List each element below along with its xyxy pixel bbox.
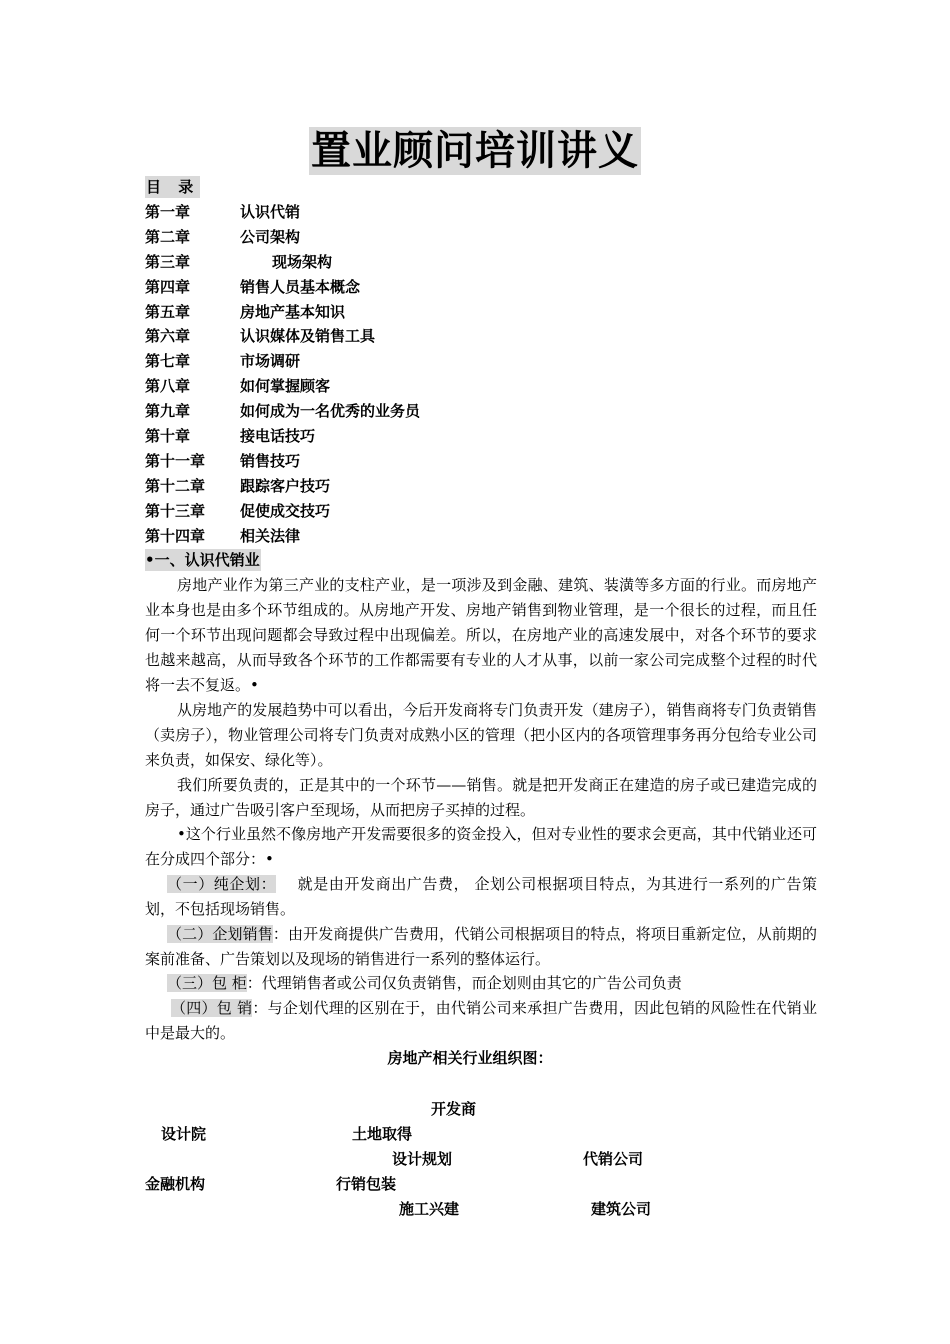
org-node-design-planning: 设计规划 [392,1150,453,1168]
toc-chapter: 第四章 [145,277,191,296]
toc-chapter-name: 销售人员基本概念 [240,277,361,296]
toc-chapter: 第六章 [145,327,191,346]
toc-chapter: 第十章 [145,427,191,446]
toc-chapter-name: 认识媒体及销售工具 [240,327,376,346]
category-item [145,971,817,996]
category-label: （一）纯企划： [167,875,277,893]
toc-item [145,499,845,524]
paragraph: 从房地产的发展趋势中可以看出，今后开发商将专门负责开发（建房子），销售商将专门负责销售（卖房子），物业管理公司将专门负责对成熟小区的管理（把小区内的各项管理事务再分包给专业公司来负责，如保安、绿化等）。 [145,701,817,769]
toc-chapter: 第十三章 [145,501,206,520]
org-node-construction: 施工兴建 [399,1200,460,1218]
toc-item [145,424,845,449]
toc-item [145,225,845,250]
toc-chapter: 第八章 [145,377,191,396]
toc-item [145,374,845,399]
toc-chapter-name: 房地产基本知识 [240,302,346,321]
toc-chapter-name: 认识代销 [240,203,301,221]
category-text: 就是由开发商出广告费， 企划公司根据项目特点，为其进行一系列的广告策划，不包括现场销售。 [145,875,817,918]
toc-chapter-name: 销售技巧 [240,451,301,470]
category-item [145,872,817,922]
org-node-builder: 建筑公司 [591,1200,652,1218]
toc-chapter-name: 如何掌握顾客 [240,377,331,396]
toc-item [145,275,845,300]
toc-chapter-name: 接电话技巧 [240,427,316,446]
toc-chapter-name: 如何成为一名优秀的业务员 [240,402,421,421]
toc-heading: 目 录 [146,178,200,196]
toc-chapter-name: 促使成交技巧 [240,501,331,520]
category-label: （三）包 柜 [167,974,247,992]
toc-chapter: 第十四章 [145,526,206,545]
category-text: ：代理销售者或公司仅负责销售，而企划则由其它的广告公司负责 [246,974,682,992]
paragraph: 我们所要负责的，正是其中的一个环节——销售。就是把开发商正在建造的房子或已建造完成的房子，通过广告吸引客户至现场，从而把房子买掉的过程。 [145,776,817,819]
toc-chapter-name: 现场架构 [272,252,333,271]
toc-chapter: 第一章 [145,203,191,221]
toc-chapter: 第九章 [145,402,191,421]
paragraph: 房地产业作为第三产业的支柱产业，是一项涉及到金融、建筑、装潢等多方面的行业。而房地产业本身也是由多个环节组成的。从房地产开发、房地产销售到物业管理，是一个很长的过程，而且任何一个环节出现问题都会导致过程中出现偏差。所以，在房地产业的高速发展中，对各个环节的要求也越来越高，从而导致各个环节的工作都需要有专业的人才从事，以前一家公司完成整个过程的时代将一去不复返。• [145,576,817,694]
toc-chapter: 第三章 [145,252,191,271]
org-node-finance: 金融机构 [145,1175,206,1193]
category-text: ：由开发商提供广告费用，代销公司根据项目的特点，将项目重新定位，从前期的案前准备、广告策划以及现场的销售进行一系列的整体运行。 [145,925,817,968]
toc-chapter: 第十一章 [145,451,206,470]
table-of-contents [145,200,845,548]
category-item [145,922,817,972]
toc-item [145,324,845,349]
category-item [145,996,817,1046]
page-title: 置业顾问培训讲义 [311,128,639,174]
toc-item [145,474,845,499]
toc-chapter-name: 市场调研 [240,352,301,371]
org-node-agency: 代销公司 [583,1150,644,1168]
category-label: （二）企划销售 [167,925,273,943]
org-node-design-institute: 设计院 [161,1125,207,1143]
paragraph: •这个行业虽然不像房地产开发需要很多的资金投入，但对专业性的要求会更高，其中代销业还可在分成四个部分：• [145,825,817,868]
title-wrap [0,127,950,175]
toc-item [145,250,845,275]
toc-chapter: 第五章 [145,302,191,321]
section-heading: •一、认识代销业 [145,551,260,569]
toc-item [145,200,845,225]
org-node-land: 土地取得 [352,1125,413,1143]
toc-item [145,449,845,474]
category-text: ：与企划代理的区别在于，由代销公司来承担广告费用，因此包销的风险性在代销业中是最大的。 [145,999,817,1042]
toc-item [145,300,845,325]
category-label: （四）包 销 [171,999,253,1017]
toc-item [145,524,845,549]
toc-chapter: 第十二章 [145,476,206,495]
toc-item [145,399,845,424]
toc-item [145,349,845,374]
toc-chapter: 第二章 [145,227,191,246]
org-node-developer: 开发商 [431,1100,477,1118]
toc-chapter: 第七章 [145,352,191,371]
toc-chapter-name: 相关法律 [240,526,301,545]
org-node-marketing: 行销包装 [336,1175,397,1193]
org-chart-title: 房地产相关行业组织图： [387,1049,553,1067]
toc-chapter-name: 公司架构 [240,227,301,246]
toc-chapter-name: 跟踪客户技巧 [240,476,331,495]
